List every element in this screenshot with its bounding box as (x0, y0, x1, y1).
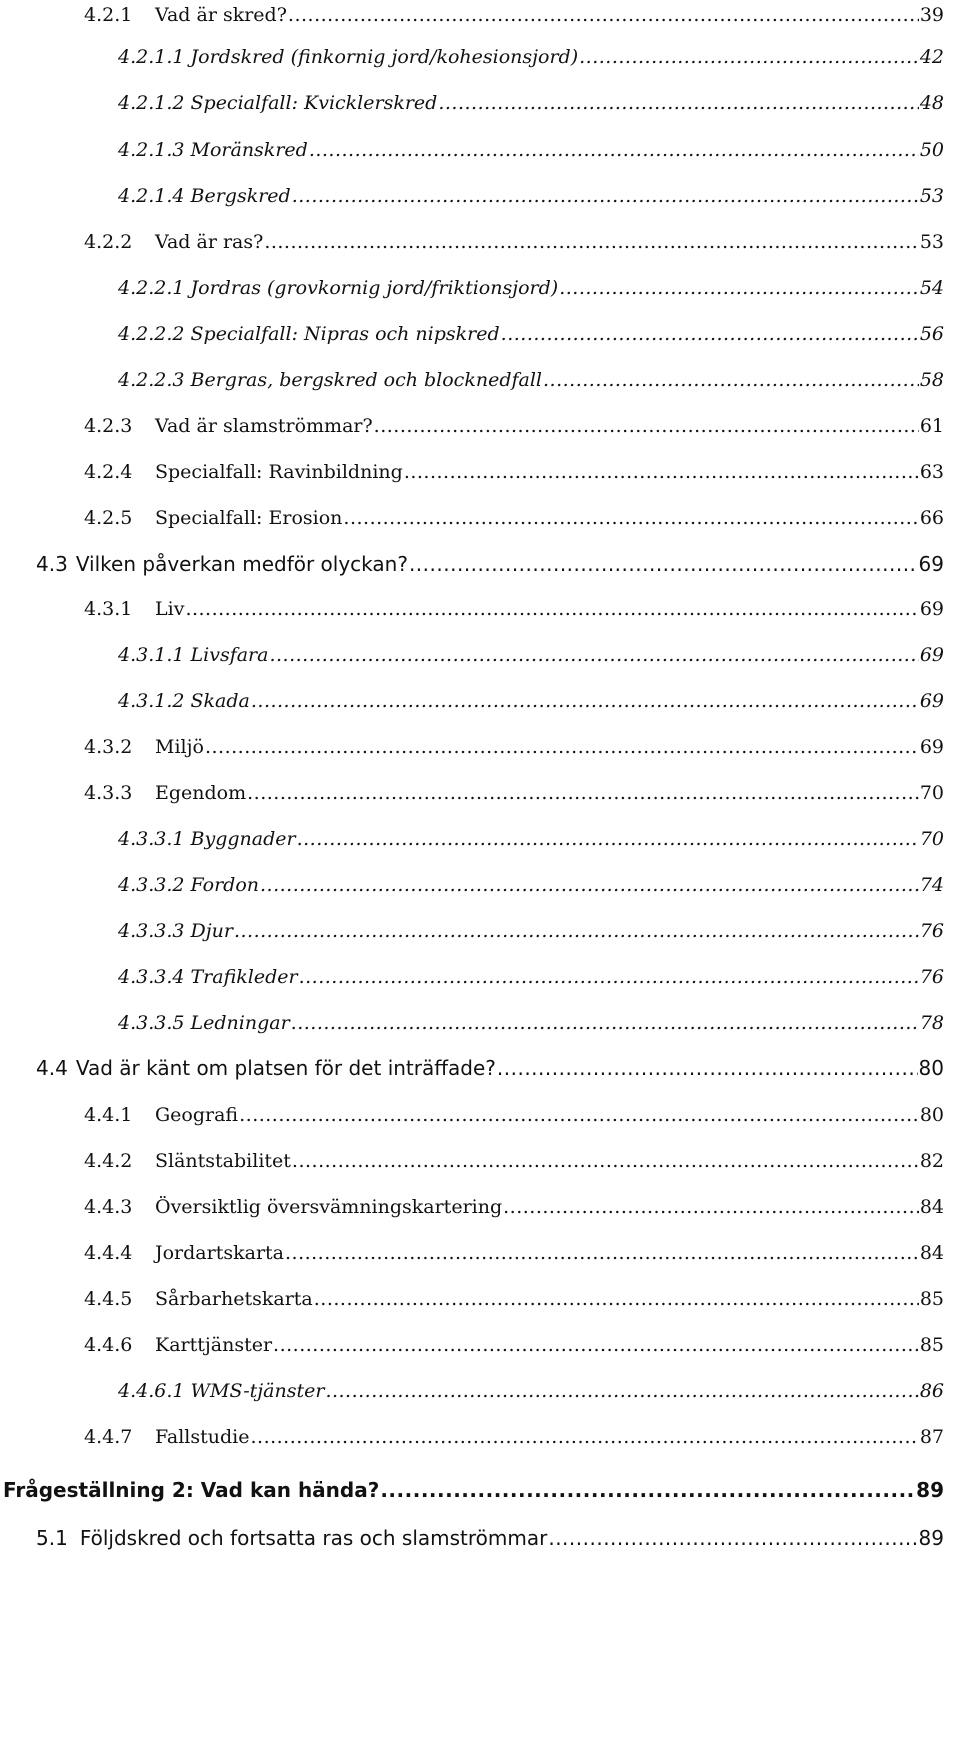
toc-entry-number: 4.4.1 (84, 1104, 133, 1126)
toc-entry-title: 4.3.3.2 Fordon (118, 874, 260, 896)
toc-entry[interactable] (118, 323, 944, 345)
toc-entry-number: 4.4.6 (84, 1334, 133, 1356)
toc-entry-number: 4.3.2 (84, 736, 133, 758)
toc-entry[interactable] (84, 1426, 944, 1448)
toc-entry-page: 53 (919, 185, 944, 207)
toc-entry-number: 4.2.4 (84, 461, 133, 483)
toc-entry-page: 63 (919, 461, 944, 483)
toc-entry-number: 4.3 (36, 552, 68, 576)
toc-entry-page: 78 (919, 1012, 944, 1034)
toc-entry[interactable] (118, 92, 944, 114)
toc-entry-title: Frågeställning 2: Vad kan hända? (3, 1478, 380, 1502)
toc-entry-title: Vad är slamströmmar? (155, 415, 373, 437)
toc-entry[interactable] (84, 1150, 944, 1172)
leader-dots (260, 874, 919, 896)
leader-dots (273, 1334, 919, 1356)
leader-dots (247, 782, 919, 804)
toc-entry-page: 89 (918, 1526, 944, 1550)
toc-entry-title: Egendom (155, 782, 247, 804)
toc-entry[interactable] (84, 1196, 944, 1218)
toc-entry-title: Översiktlig översvämningskartering (155, 1196, 503, 1218)
leader-dots (251, 690, 919, 712)
toc-entry-title: Vad är ras? (155, 231, 264, 253)
leader-dots (292, 1150, 919, 1172)
toc-entry-title: 4.2.1.3 Moränskred (118, 139, 308, 161)
toc-entry-number: 4.3.1 (84, 598, 133, 620)
leader-dots (314, 1288, 919, 1310)
toc-entry-number: 5.1 (36, 1526, 68, 1550)
toc-entry-page: 89 (916, 1478, 944, 1502)
toc-entry-page: 84 (919, 1242, 944, 1264)
toc-entry-page: 42 (919, 46, 944, 68)
leader-dots (374, 415, 919, 437)
toc-section-entry[interactable] (36, 1526, 944, 1550)
toc-entry-title: Vad är känt om platsen för det inträffade? (75, 1056, 496, 1080)
toc-section-entry[interactable] (36, 552, 944, 576)
toc-entry-number: 4.3.3 (84, 782, 133, 804)
toc-entry-page: 86 (919, 1380, 944, 1402)
toc-entry-page: 70 (919, 782, 944, 804)
toc-entry-page: 85 (919, 1334, 944, 1356)
toc-entry[interactable] (84, 1288, 944, 1310)
toc-entry-page: 69 (919, 690, 944, 712)
leader-dots (299, 966, 919, 988)
toc-entry-page: 61 (919, 415, 944, 437)
toc-entry-title: 4.3.3.5 Ledningar (118, 1012, 290, 1034)
toc-entry[interactable] (118, 690, 944, 712)
leader-dots (288, 4, 919, 26)
toc-entry[interactable] (118, 1380, 944, 1402)
toc-entry[interactable] (84, 415, 944, 437)
toc-section-entry[interactable] (36, 1056, 944, 1080)
toc-entry-number: 4.4.2 (84, 1150, 133, 1172)
leader-dots (404, 461, 919, 483)
toc-entry-number: 4.4.4 (84, 1242, 133, 1264)
leader-dots (297, 828, 919, 850)
toc-entry-title: Karttjänster (155, 1334, 273, 1356)
toc-entry-title: Liv (155, 598, 185, 620)
toc-entry[interactable] (118, 1012, 944, 1034)
toc-entry[interactable] (84, 1242, 944, 1264)
toc-entry-title: 4.2.1.2 Specialfall: Kvicklerskred (118, 92, 438, 114)
toc-entry-title: Vilken påverkan medför olyckan? (75, 552, 408, 576)
toc-entry-title: 4.3.3.1 Byggnader (118, 828, 296, 850)
leader-dots (380, 1478, 915, 1502)
toc-entry[interactable] (84, 1104, 944, 1126)
toc-entry-title: 4.2.2.3 Bergras, bergskred och blocknedfall (118, 369, 542, 391)
toc-entry-title: Specialfall: Ravinbildning (155, 461, 403, 483)
toc-entry-title: Sårbarhetskarta (155, 1288, 313, 1310)
toc-entry-title: Följdskred och fortsatta ras och slamströmmar (79, 1526, 548, 1550)
leader-dots (559, 277, 919, 299)
toc-entry-page: 80 (919, 1104, 944, 1126)
leader-dots (497, 1056, 918, 1080)
toc-entry-title: 4.3.1.2 Skada (118, 690, 250, 712)
toc-entry-title: Geografi (155, 1104, 239, 1126)
toc-entry-page: 82 (919, 1150, 944, 1172)
toc-entry[interactable] (118, 828, 944, 850)
leader-dots (438, 92, 918, 114)
toc-entry[interactable] (84, 231, 944, 253)
toc-entry-number: 4.2.3 (84, 415, 133, 437)
toc-entry-title: 4.3.3.4 Trafikleder (118, 966, 298, 988)
toc-entry[interactable] (84, 1334, 944, 1356)
toc-entry-number: 4.4.5 (84, 1288, 133, 1310)
toc-entry-title: Fallstudie (155, 1426, 250, 1448)
toc-entry[interactable] (84, 4, 944, 26)
toc-entry-page: 50 (919, 139, 944, 161)
toc-entry-number: 4.4.7 (84, 1426, 133, 1448)
toc-entry-page: 39 (919, 4, 944, 26)
leader-dots (291, 1012, 919, 1034)
toc-entry[interactable] (84, 461, 944, 483)
toc-entry[interactable] (84, 736, 944, 758)
toc-entry-title: 4.2.2.1 Jordras (grovkornig jord/friktionsjord) (118, 277, 559, 299)
toc-entry-title: Miljö (155, 736, 204, 758)
toc-entry-page: 76 (919, 966, 944, 988)
leader-dots (185, 598, 918, 620)
toc-entry-number: 4.2.5 (84, 507, 133, 529)
leader-dots (269, 644, 918, 666)
leader-dots (250, 1426, 918, 1448)
leader-dots (325, 1380, 918, 1402)
leader-dots (239, 1104, 919, 1126)
leader-dots (548, 1526, 917, 1550)
toc-entry-page: 69 (919, 598, 944, 620)
toc-entry[interactable] (118, 644, 944, 666)
toc-entry-page: 54 (919, 277, 944, 299)
leader-dots (309, 139, 919, 161)
toc-entry-title: 4.2.2.2 Specialfall: Nipras och nipskred (118, 323, 500, 345)
toc-entry-number: 4.4 (36, 1056, 68, 1080)
toc-entry[interactable] (84, 507, 944, 529)
toc-entry-title: 4.3.3.3 Djur (118, 920, 233, 942)
toc-entry[interactable] (118, 46, 944, 68)
leader-dots (501, 323, 919, 345)
toc-entry[interactable] (118, 966, 944, 988)
toc-entry-page: 69 (918, 552, 944, 576)
toc-entry-page: 76 (919, 920, 944, 942)
toc-entry-page: 56 (919, 323, 944, 345)
toc-entry-title: 4.2.1.1 Jordskred (finkornig jord/kohesionsjord) (118, 46, 579, 68)
toc-entry-page: 69 (919, 736, 944, 758)
toc-entry-page: 80 (918, 1056, 944, 1080)
toc-entry[interactable] (118, 874, 944, 896)
toc-entry-page: 66 (919, 507, 944, 529)
toc-entry-page: 84 (919, 1196, 944, 1218)
toc-entry-page: 70 (919, 828, 944, 850)
toc-entry-title: Specialfall: Erosion (155, 507, 343, 529)
toc-entry-page: 48 (919, 92, 944, 114)
toc-entry-page: 85 (919, 1288, 944, 1310)
toc-entry-page: 74 (919, 874, 944, 896)
leader-dots (543, 369, 919, 391)
toc-entry[interactable] (118, 277, 944, 299)
leader-dots (264, 231, 919, 253)
toc-entry[interactable] (118, 139, 944, 161)
toc-entry-title: 4.3.1.1 Livsfara (118, 644, 269, 666)
toc-entry[interactable] (84, 782, 944, 804)
leader-dots (503, 1196, 919, 1218)
leader-dots (234, 920, 919, 942)
toc-entry-title: Vad är skred? (155, 4, 287, 26)
leader-dots (579, 46, 919, 68)
toc-chapter-entry[interactable] (3, 1478, 944, 1502)
toc-entry-title: 4.2.1.4 Bergskred (118, 185, 291, 207)
toc-entry-page: 58 (919, 369, 944, 391)
leader-dots (292, 185, 919, 207)
toc-entry[interactable] (118, 920, 944, 942)
toc-entry-page: 69 (919, 644, 944, 666)
toc-entry[interactable] (118, 369, 944, 391)
toc-entry-number: 4.2.2 (84, 231, 133, 253)
toc-entry[interactable] (118, 185, 944, 207)
toc-entry-number: 4.4.3 (84, 1196, 133, 1218)
leader-dots (409, 552, 918, 576)
toc-entry-title: 4.4.6.1 WMS-tjänster (118, 1380, 325, 1402)
toc-entry-page: 53 (919, 231, 944, 253)
toc-entry-number: 4.2.1 (84, 4, 133, 26)
toc-entry-page: 87 (919, 1426, 944, 1448)
toc-entry-title: Jordartskarta (155, 1242, 284, 1264)
leader-dots (285, 1242, 919, 1264)
toc-entry-title: Släntstabilitet (155, 1150, 291, 1172)
toc-entry[interactable] (84, 598, 944, 620)
leader-dots (343, 507, 918, 529)
leader-dots (205, 736, 919, 758)
